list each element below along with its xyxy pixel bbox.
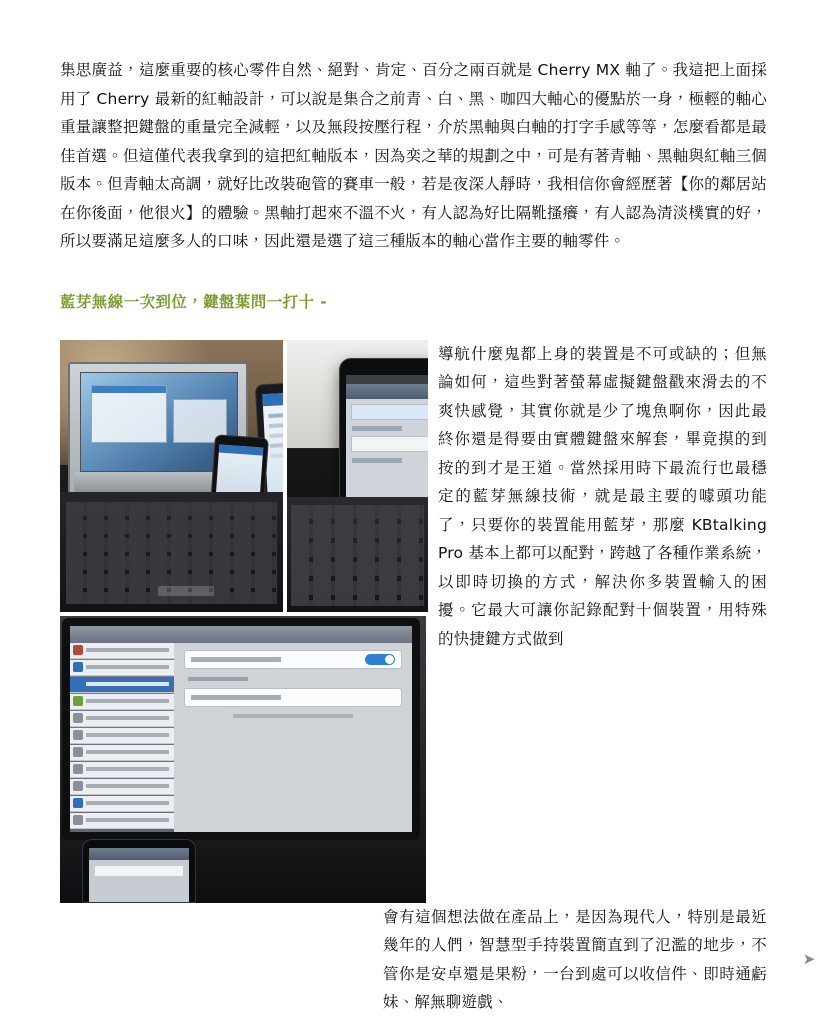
discoverable-hint <box>233 714 353 718</box>
iphone-foreground-screen <box>89 848 189 902</box>
laptop-window-primary <box>91 385 167 443</box>
picture-frame-icon <box>73 781 83 791</box>
sidebar-item-label <box>86 767 169 771</box>
sidebar-item-label <box>86 733 169 737</box>
brightness-icon <box>73 764 83 774</box>
speaker-icon <box>73 747 83 757</box>
photo-laptop-tablet-phone <box>60 340 283 612</box>
sidebar-item-label <box>86 750 169 754</box>
sidebar-item-picture-frame <box>70 779 174 795</box>
ipad-detail-titlebar <box>174 626 412 643</box>
iphone-bluetooth-row <box>351 404 428 420</box>
sidebar-item-bluetooth <box>70 677 174 693</box>
sidebar-item-general <box>70 728 174 744</box>
side-text-column <box>383 903 767 1017</box>
sidebar-item-label <box>86 716 169 720</box>
sidebar-item-brightness <box>70 762 174 778</box>
iphone-device-row <box>351 436 428 452</box>
bluetooth-toggle-row <box>184 650 402 669</box>
sidebar-item-label <box>86 699 169 703</box>
bluetooth-icon <box>73 679 83 689</box>
bluetooth-toggle <box>365 654 395 665</box>
sidebar-item-airplane <box>70 643 174 659</box>
ipad-sidebar-titlebar <box>70 626 174 643</box>
bluetooth-row-label <box>191 657 281 662</box>
ipad-screen <box>70 626 412 832</box>
keyboard-foreground <box>287 497 428 611</box>
sidebar-item-sounds <box>70 745 174 761</box>
sidebar-item-label <box>86 648 169 652</box>
sidebar-item-label <box>86 784 169 788</box>
iphone-status-bar <box>346 375 428 384</box>
ipad-settings-sidebar <box>70 626 174 832</box>
section-heading: 藍芽無線一次到位，鍵盤葉問一打十 - <box>60 292 328 311</box>
body-paragraph: 導航什麼鬼都上身的裝置是不可或缺的；但無論如何，這些對著螢幕虛擬鍵盤戳來滑去的不爽快感覺，其實你就是少了塊魚啊你，因此最終你還是得要由實體鍵盤來解套，畢竟摸的到按的到才是王道。當然採用時下最流行也最穩定的藍芽無線技術，就是最主要的噱頭功能了，只要你的裝置能用藍芽，那麼 KBtalking Pro 基本上都可以配對，跨越了各種作業系統，以即時切換的方式，解決你多裝置輸入的困擾。它最大可讓你記錄配對十個裝置，用特殊的快捷鍵方式做到 <box>438 344 767 648</box>
photo-row-top <box>60 340 428 612</box>
mechanical-keyboard <box>60 492 283 612</box>
content-wrap <box>60 340 767 1017</box>
sidebar-item-wifi <box>70 660 174 676</box>
gear-icon <box>73 730 83 740</box>
iphone-nav-bar <box>346 384 428 399</box>
location-icon <box>73 696 83 706</box>
sidebar-item-label <box>86 665 169 669</box>
ipad-settings-detail <box>174 626 412 832</box>
photo-ipad-bluetooth-settings <box>60 616 426 903</box>
sidebar-item-icloud <box>70 813 174 829</box>
scroll-arrow-icon[interactable]: ➤ <box>802 950 816 968</box>
device-row-label <box>191 695 281 700</box>
cloud-icon <box>73 815 83 825</box>
devices-section-label <box>188 677 248 681</box>
keyboard-keys <box>291 505 424 605</box>
photo-gallery <box>60 340 428 903</box>
sidebar-item-notifications <box>70 711 174 727</box>
sidebar-item-location <box>70 694 174 710</box>
intro-paragraph: 集思廣益，這麼重要的核心零件自然、絕對、肯定、百分之兩百就是 Cherry MX 軸了。我這把上面採用了 Cherry 最新的紅軸設計，可以說是集合之前青、白、黑、咖四大軸心的優點於一身，極輕的軸心重量讓整把鍵盤的重量完全減輕，以及無段按壓行程，介於黑軸與白軸的打字手感等等，怎麼看都是最佳首選。但這僅代表我拿到的這把紅軸版本，因為奕之華的規劃之中，可是有著青軸、黑軸與紅軸三個版本。但青軸太高調，就好比改裝砲管的賽車一般，若是夜深人靜時，我相信你會經歷著【你的鄰居站在你後面，他很火】的體驗。黑軸打起來不溫不火，有人認為好比隔靴搔癢，有人認為清淡樸實的好，所以要滿足這麼多人的口味，因此還是選了這三種版本的軸心當作主要的軸零件。 <box>60 61 767 250</box>
airplane-icon <box>73 645 83 655</box>
sidebar-item-label <box>86 801 169 805</box>
keyboard-logo <box>158 586 214 596</box>
mail-icon <box>73 798 83 808</box>
side-paragraph: 會有這個想法做在產品上，是因為現代人，特別是最近幾年的人們，智慧型手持裝置簡直到了氾濫的地步，不管你是安卓還是果粉，一台到處可以收信件、即時通虧妹、解無聊遊戲、 <box>383 907 767 1011</box>
ipad-device <box>62 618 420 840</box>
iphone-foreground-device <box>82 839 196 903</box>
wifi-icon <box>73 662 83 672</box>
photo-iphone-bluetooth <box>287 340 428 612</box>
device-row-kbtalking <box>184 688 402 707</box>
iphone-hint-label <box>352 458 402 463</box>
sidebar-item-label <box>86 818 169 822</box>
bell-icon <box>73 713 83 723</box>
sidebar-item-mail <box>70 796 174 812</box>
iphone-section-label <box>352 426 402 431</box>
sidebar-item-label <box>86 682 169 686</box>
